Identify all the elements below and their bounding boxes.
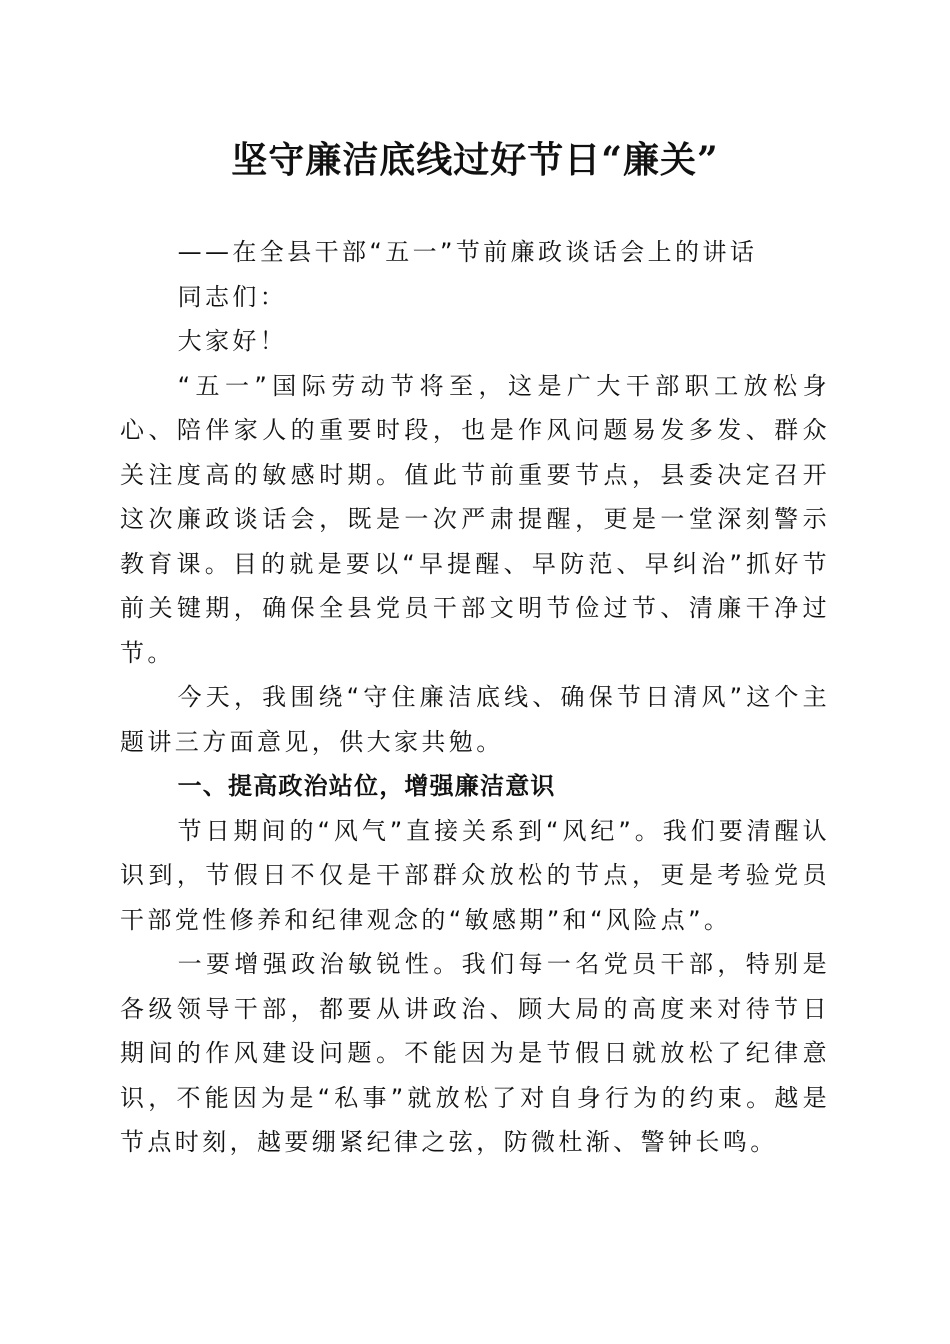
- salutation: 同志们：: [177, 282, 288, 311]
- document-body: [120, 230, 830, 1165]
- document-title: 坚守廉洁底线过好节日“廉关”: [231, 139, 719, 181]
- subtitle: ——在全县干部“五一”节前廉政谈话会上的讲话: [177, 238, 758, 266]
- greeting: 大家好！: [177, 327, 288, 355]
- paragraph: 节日期间的“风气”直接关系到“风纪”。我们要清醒认识到，节假日不仅是干部群众放松的节点，更是考验党员干部党性修养和纪律观念的“敏感期”和“风险点”。: [120, 816, 830, 934]
- paragraph: 一要增强政治敏锐性。我们每一名党员干部，特别是各级领导干部，都要从讲政治、顾大局的高度来对待节日期间的作风建设问题。不能因为是节假日就放松了纪律意识，不能因为是“私事”就放松了对自身行为的约束。越是节点时刻，越要绷紧纪律之弦，防微杜渐、警钟长鸣。: [120, 950, 830, 1156]
- section-heading: 一、提高政治站位，增强廉洁意识: [177, 772, 556, 800]
- paragraph: “五一”国际劳动节将至，这是广大干部职工放松身心、陪伴家人的重要时段，也是作风问题易发多发、群众关注度高的敏感时期。值此节前重要节点，县委决定召开这次廉政谈话会，既是一次严肃提醒，更是一堂深刻警示教育课。目的就是要以“早提醒、早防范、早纠治”抓好节前关键期，确保全县党员干部文明节俭过节、清廉干净过节。: [120, 371, 830, 667]
- paragraph: 今天，我围绕“守住廉洁底线、确保节日清风”这个主题讲三方面意见，供大家共勉。: [120, 683, 830, 756]
